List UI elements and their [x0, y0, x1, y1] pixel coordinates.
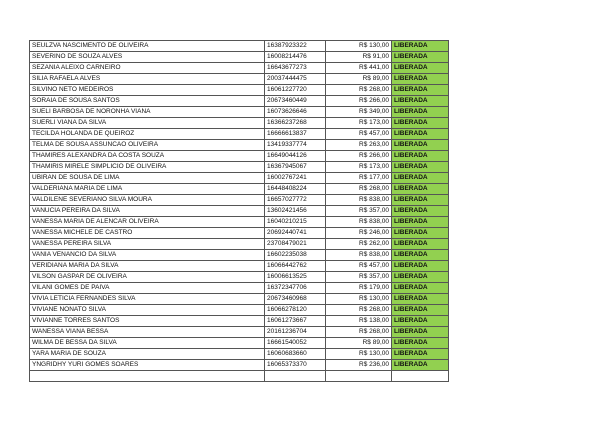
name-cell: SEVERINO DE SOUZA ALVES — [30, 52, 265, 63]
table-row — [30, 338, 449, 349]
phone-cell: 16657027772 — [265, 195, 326, 206]
value-cell: R$ 838,00 — [326, 217, 392, 228]
value-cell: R$ 246,00 — [326, 228, 392, 239]
name-cell: VIVIANNE TORRES SANTOS — [30, 316, 265, 327]
table-row — [30, 52, 449, 63]
table-row — [30, 96, 449, 107]
value-cell: R$ 268,00 — [326, 85, 392, 96]
value-cell: R$ 173,00 — [326, 162, 392, 173]
table-row — [30, 360, 449, 371]
table-row — [30, 272, 449, 283]
table-row — [30, 173, 449, 184]
status-cell: LIBERADA — [392, 349, 449, 360]
table-row — [30, 184, 449, 195]
phone-cell: 20037444475 — [265, 74, 326, 85]
value-cell: R$ 268,00 — [326, 327, 392, 338]
value-cell: R$ 268,00 — [326, 184, 392, 195]
phone-cell: 16602235038 — [265, 250, 326, 261]
status-cell: LIBERADA — [392, 162, 449, 173]
status-cell: LIBERADA — [392, 129, 449, 140]
table-row — [30, 239, 449, 250]
phone-cell: 16073626646 — [265, 107, 326, 118]
phone-cell: 23708479021 — [265, 239, 326, 250]
table-row — [30, 162, 449, 173]
table-row — [30, 283, 449, 294]
name-cell: VILSON GASPAR DE OLIVEIRA — [30, 272, 265, 283]
table-row — [30, 41, 449, 52]
phone-cell: 13602421456 — [265, 206, 326, 217]
table-row — [30, 206, 449, 217]
status-cell: LIBERADA — [392, 74, 449, 85]
table-row — [30, 305, 449, 316]
phone-cell: 20673460449 — [265, 96, 326, 107]
phone-cell: 16006613525 — [265, 272, 326, 283]
phone-cell: 16040210215 — [265, 217, 326, 228]
status-cell: LIBERADA — [392, 360, 449, 371]
status-cell: LIBERADA — [392, 239, 449, 250]
value-cell: R$ 130,00 — [326, 349, 392, 360]
phone-cell: 16060683660 — [265, 349, 326, 360]
name-cell: VIVIANE NONATO SILVA — [30, 305, 265, 316]
name-cell: VIVIA LETICIA FERNANDES SILVA — [30, 294, 265, 305]
value-cell: R$ 268,00 — [326, 305, 392, 316]
table-row — [30, 261, 449, 272]
value-cell: R$ 262,00 — [326, 239, 392, 250]
table-row — [30, 151, 449, 162]
name-cell: TECILDA HOLANDA DE QUEIROZ — [30, 129, 265, 140]
name-cell: THAMIRIS MIRELE SIMPLICIO DE OLIVEIRA — [30, 162, 265, 173]
spreadsheet-table — [29, 40, 449, 382]
value-cell: R$ 179,00 — [326, 283, 392, 294]
status-cell: LIBERADA — [392, 96, 449, 107]
table-row — [30, 74, 449, 85]
value-cell: R$ 89,00 — [326, 74, 392, 85]
status-cell: LIBERADA — [392, 195, 449, 206]
status-cell: LIBERADA — [392, 118, 449, 129]
value-cell: R$ 266,00 — [326, 96, 392, 107]
phone-cell: 16661540052 — [265, 338, 326, 349]
status-cell: LIBERADA — [392, 272, 449, 283]
value-cell: R$ 89,00 — [326, 338, 392, 349]
phone-cell: 16448408224 — [265, 184, 326, 195]
status-cell: LIBERADA — [392, 52, 449, 63]
table-row — [30, 107, 449, 118]
value-cell: R$ 138,00 — [326, 316, 392, 327]
value-cell: R$ 177,00 — [326, 173, 392, 184]
status-cell: LIBERADA — [392, 305, 449, 316]
phone-cell: 16387923322 — [265, 41, 326, 52]
status-cell: LIBERADA — [392, 107, 449, 118]
empty-cell — [392, 371, 449, 382]
phone-cell: 16367945067 — [265, 162, 326, 173]
value-cell: R$ 173,00 — [326, 118, 392, 129]
phone-cell: 16372347706 — [265, 283, 326, 294]
name-cell: WANESSA VIANA BESSA — [30, 327, 265, 338]
name-cell: YARA MARIA DE SOUZA — [30, 349, 265, 360]
value-cell: R$ 457,00 — [326, 129, 392, 140]
name-cell: VANESSA MICHELE DE CASTRO — [30, 228, 265, 239]
value-cell: R$ 838,00 — [326, 195, 392, 206]
status-cell: LIBERADA — [392, 338, 449, 349]
table-row — [30, 349, 449, 360]
status-cell: LIBERADA — [392, 63, 449, 74]
name-cell: SILIA RAFAELA ALVES — [30, 74, 265, 85]
table-row — [30, 85, 449, 96]
phone-cell: 16643677273 — [265, 63, 326, 74]
value-cell: R$ 130,00 — [326, 41, 392, 52]
phone-cell: 16066278120 — [265, 305, 326, 316]
phone-cell: 16008214476 — [265, 52, 326, 63]
value-cell: R$ 838,00 — [326, 250, 392, 261]
table-row — [30, 250, 449, 261]
name-cell: VERIDIANA MARIA DA SILVA — [30, 261, 265, 272]
table-row — [30, 195, 449, 206]
value-cell: R$ 357,00 — [326, 272, 392, 283]
value-cell: R$ 130,00 — [326, 294, 392, 305]
name-cell: YNGRIDHY YURI GOMES SOARES — [30, 360, 265, 371]
empty-cell — [326, 371, 392, 382]
name-cell: THAMIRES ALEXANDRA DA COSTA SOUZA — [30, 151, 265, 162]
status-cell: LIBERADA — [392, 151, 449, 162]
name-cell: SUELI BARBOSA DE NORONHA VIANA — [30, 107, 265, 118]
phone-cell: 13419337774 — [265, 140, 326, 151]
name-cell: WILMA DE BESSA DA SILVA — [30, 338, 265, 349]
table-row — [30, 140, 449, 151]
empty-cell — [265, 371, 326, 382]
name-cell: VANESSA PEREIRA SILVA — [30, 239, 265, 250]
phone-cell: 20161236704 — [265, 327, 326, 338]
status-cell: LIBERADA — [392, 217, 449, 228]
value-cell: R$ 236,00 — [326, 360, 392, 371]
status-cell: LIBERADA — [392, 184, 449, 195]
name-cell: VANIA VENANCIO DA SILVA — [30, 250, 265, 261]
status-cell: LIBERADA — [392, 228, 449, 239]
value-cell: R$ 91,00 — [326, 52, 392, 63]
name-cell: SUERLI VIANA DA SILVA — [30, 118, 265, 129]
name-cell: VALDERIANA MARIA DE LIMA — [30, 184, 265, 195]
table-row — [30, 118, 449, 129]
name-cell: SEZANIA ALEIXO CARNEIRO — [30, 63, 265, 74]
phone-cell: 20692440741 — [265, 228, 326, 239]
table-row — [30, 129, 449, 140]
phone-cell: 16366237268 — [265, 118, 326, 129]
phone-cell: 16066442762 — [265, 261, 326, 272]
phone-cell: 20673460968 — [265, 294, 326, 305]
table-row — [30, 316, 449, 327]
value-cell: R$ 441,00 — [326, 63, 392, 74]
status-cell: LIBERADA — [392, 250, 449, 261]
spreadsheet-body — [30, 41, 449, 382]
status-cell: LIBERADA — [392, 85, 449, 96]
empty-row — [30, 371, 449, 382]
phone-cell: 16061273667 — [265, 316, 326, 327]
table-row — [30, 294, 449, 305]
phone-cell: 16666613837 — [265, 129, 326, 140]
table-row — [30, 63, 449, 74]
name-cell: VALDILENE SEVERIANO SILVA MOURA — [30, 195, 265, 206]
table-row — [30, 327, 449, 338]
phone-cell: 16061227720 — [265, 85, 326, 96]
name-cell: SORAIA DE SOUSA SANTOS — [30, 96, 265, 107]
phone-cell: 16649044126 — [265, 151, 326, 162]
value-cell: R$ 266,00 — [326, 151, 392, 162]
status-cell: LIBERADA — [392, 173, 449, 184]
table-row — [30, 228, 449, 239]
name-cell: SEULZVA NASCIMENTO DE OLIVEIRA — [30, 41, 265, 52]
status-cell: LIBERADA — [392, 261, 449, 272]
status-cell: LIBERADA — [392, 294, 449, 305]
value-cell: R$ 457,00 — [326, 261, 392, 272]
status-cell: LIBERADA — [392, 41, 449, 52]
value-cell: R$ 357,00 — [326, 206, 392, 217]
name-cell: UBIRAN DE SOUSA DE LIMA — [30, 173, 265, 184]
name-cell: VANESSA MARIA DE ALENCAR OLIVEIRA — [30, 217, 265, 228]
name-cell: VILANI GOMES DE PAIVA — [30, 283, 265, 294]
table-row — [30, 217, 449, 228]
value-cell: R$ 263,00 — [326, 140, 392, 151]
phone-cell: 16002767241 — [265, 173, 326, 184]
name-cell: TELMA DE SOUSA ASSUNCAO OLIVEIRA — [30, 140, 265, 151]
name-cell: VANUCIA PEREIRA DA SILVA — [30, 206, 265, 217]
status-cell: LIBERADA — [392, 206, 449, 217]
status-cell: LIBERADA — [392, 140, 449, 151]
status-cell: LIBERADA — [392, 327, 449, 338]
status-cell: LIBERADA — [392, 316, 449, 327]
value-cell: R$ 349,00 — [326, 107, 392, 118]
phone-cell: 16065373370 — [265, 360, 326, 371]
empty-cell — [30, 371, 265, 382]
name-cell: SILVINO NETO MEDEIROS — [30, 85, 265, 96]
status-cell: LIBERADA — [392, 283, 449, 294]
